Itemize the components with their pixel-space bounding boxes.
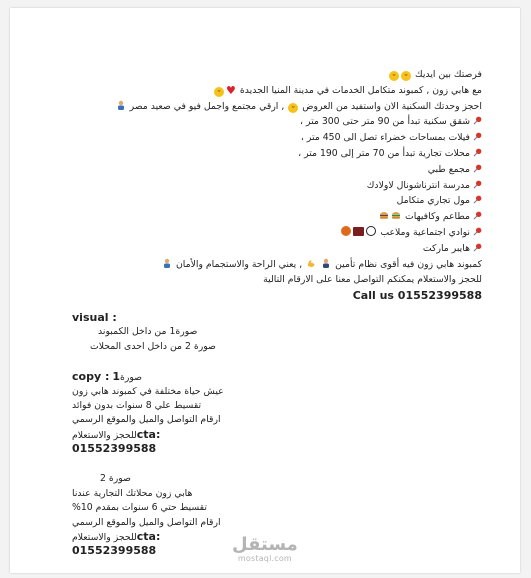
text: مدرسة انترناشونال لاولادك <box>366 179 470 191</box>
grinning-face-icon: ᵕ <box>401 71 411 81</box>
text: مطاعم وكافيهات <box>405 211 470 223</box>
text: صورة1 من داخل الكمبوند <box>98 326 198 338</box>
pushpin-icon <box>473 227 482 236</box>
copy1-line <box>62 413 482 427</box>
call-us-text: Call us 01552399588 <box>352 289 482 303</box>
bullet-line <box>62 242 482 258</box>
document-page <box>10 8 520 573</box>
burger-icon <box>379 210 389 220</box>
bullet-line <box>62 115 482 131</box>
phone-number: 01552399588 <box>72 544 157 558</box>
smiling-face-icon: ᵕ <box>288 103 298 113</box>
copy1-cta <box>62 428 482 442</box>
bullet-line <box>62 131 482 147</box>
text: , يعني الراحة والاستجمام والأمان <box>175 258 303 270</box>
call-us-line <box>62 289 482 305</box>
text: تقسيط حتي 6 سنوات بمقدم 10% <box>72 502 207 514</box>
cta-label-en: cta: <box>136 427 161 441</box>
copy2-line <box>62 516 482 530</box>
visual-label: visual : <box>72 310 117 324</box>
copy1-label-ar: صورة <box>119 372 143 384</box>
cinema-icon <box>353 227 364 236</box>
text: شقق سكنية تبدأ من 90 متر حتى 300 متر ، <box>299 116 470 128</box>
document-body <box>62 68 482 559</box>
guard-icon <box>321 258 331 268</box>
text: مول تجاري متكامل <box>396 195 470 207</box>
text: ارقام التواصل والميل والموقع الرسمي <box>72 414 221 426</box>
copy2-line <box>62 501 482 515</box>
copy1-phone <box>62 442 482 456</box>
text: عيش حياة مختلفة في كمبوند هابي زون <box>72 385 224 397</box>
text-line <box>62 68 482 84</box>
text-line <box>62 273 482 289</box>
pushpin-icon <box>473 211 482 220</box>
text-line <box>62 100 482 116</box>
pushpin-icon <box>473 116 482 125</box>
text: تقسيط علي 8 سنوات بدون فوائد <box>72 399 202 411</box>
text: فرصتك بين ايديك <box>415 69 482 80</box>
pushpin-icon <box>473 148 482 157</box>
pushpin-icon <box>473 180 482 189</box>
text: , ارقي مجتمع واجمل فيو في صعيد مصر <box>129 100 285 112</box>
copy1-line <box>62 385 482 399</box>
copy1-label-num: 1 <box>112 370 120 384</box>
bullet-line <box>62 226 482 242</box>
watermark-logo-text: مستقل <box>232 534 298 555</box>
soccer-ball-icon <box>366 226 376 236</box>
phone-number: 01552399588 <box>72 442 157 456</box>
visual-item <box>62 340 482 354</box>
smiling-face-icon: ᵕ <box>214 87 224 97</box>
copy-label: copy : <box>72 370 110 384</box>
copy1-heading <box>62 370 482 384</box>
text-line <box>62 258 482 274</box>
text: للحجز والاستعلام يمكنكم التواصل معنا على الارقام التالية <box>263 274 482 286</box>
pushpin-icon <box>473 164 482 173</box>
bullet-line <box>62 210 482 226</box>
text: مع هابي زون , كمبوند متكامل الخدمات في مدينة المنيا الجديدة <box>239 84 482 96</box>
cta-label-ar: للحجز والاستعلام <box>72 532 137 544</box>
text: احجز وحدتك السكنية الان واستفيد من العروض <box>302 100 482 112</box>
pushpin-icon <box>473 195 482 204</box>
text: كمبوند هابي زون فيه أقوى نظام تأمين <box>335 258 482 270</box>
pushpin-icon <box>473 243 482 252</box>
cta-label-en: cta: <box>136 530 161 544</box>
copy2-line <box>62 487 482 501</box>
bullet-line <box>62 179 482 195</box>
heart-icon: ♥ <box>226 83 236 97</box>
copy1-line <box>62 399 482 413</box>
person-icon <box>162 258 172 268</box>
grinning-face-icon: ᵕ <box>389 71 399 81</box>
text: نوادي اجتماعية وملاعب <box>380 226 470 238</box>
text: مجمع طبي <box>427 163 470 175</box>
watermark-domain: mostaql.com <box>237 554 292 563</box>
mostaql-watermark <box>232 536 298 563</box>
person-icon <box>116 100 126 110</box>
cta-label-ar: للحجز والاستعلام <box>72 429 137 441</box>
visual-heading <box>62 311 482 325</box>
text: هايبر ماركت <box>422 242 470 254</box>
bullet-line <box>62 147 482 163</box>
copy2-heading <box>62 472 482 486</box>
text: ارقام التواصل والميل والموقع الرسمي <box>72 516 221 528</box>
flexed-biceps-icon <box>306 258 316 268</box>
visual-item <box>62 325 482 339</box>
burger-icon <box>391 210 401 220</box>
text: فيلات بمساحات خضراء تصل الى 450 متر ، <box>300 132 470 144</box>
basketball-icon <box>341 226 351 236</box>
bullet-line <box>62 194 482 210</box>
text: صورة 2 من داخل احدى المحلات <box>90 340 216 352</box>
copy2-title: صورة 2 <box>100 473 131 485</box>
bullet-line <box>62 163 482 179</box>
text-line <box>62 84 482 100</box>
pushpin-icon <box>473 132 482 141</box>
text: هابي زون محلاتك التجارية عندنا <box>72 487 193 499</box>
text: محلات تجارية تبدأ من 70 متر إلى 190 متر ، <box>298 147 470 159</box>
